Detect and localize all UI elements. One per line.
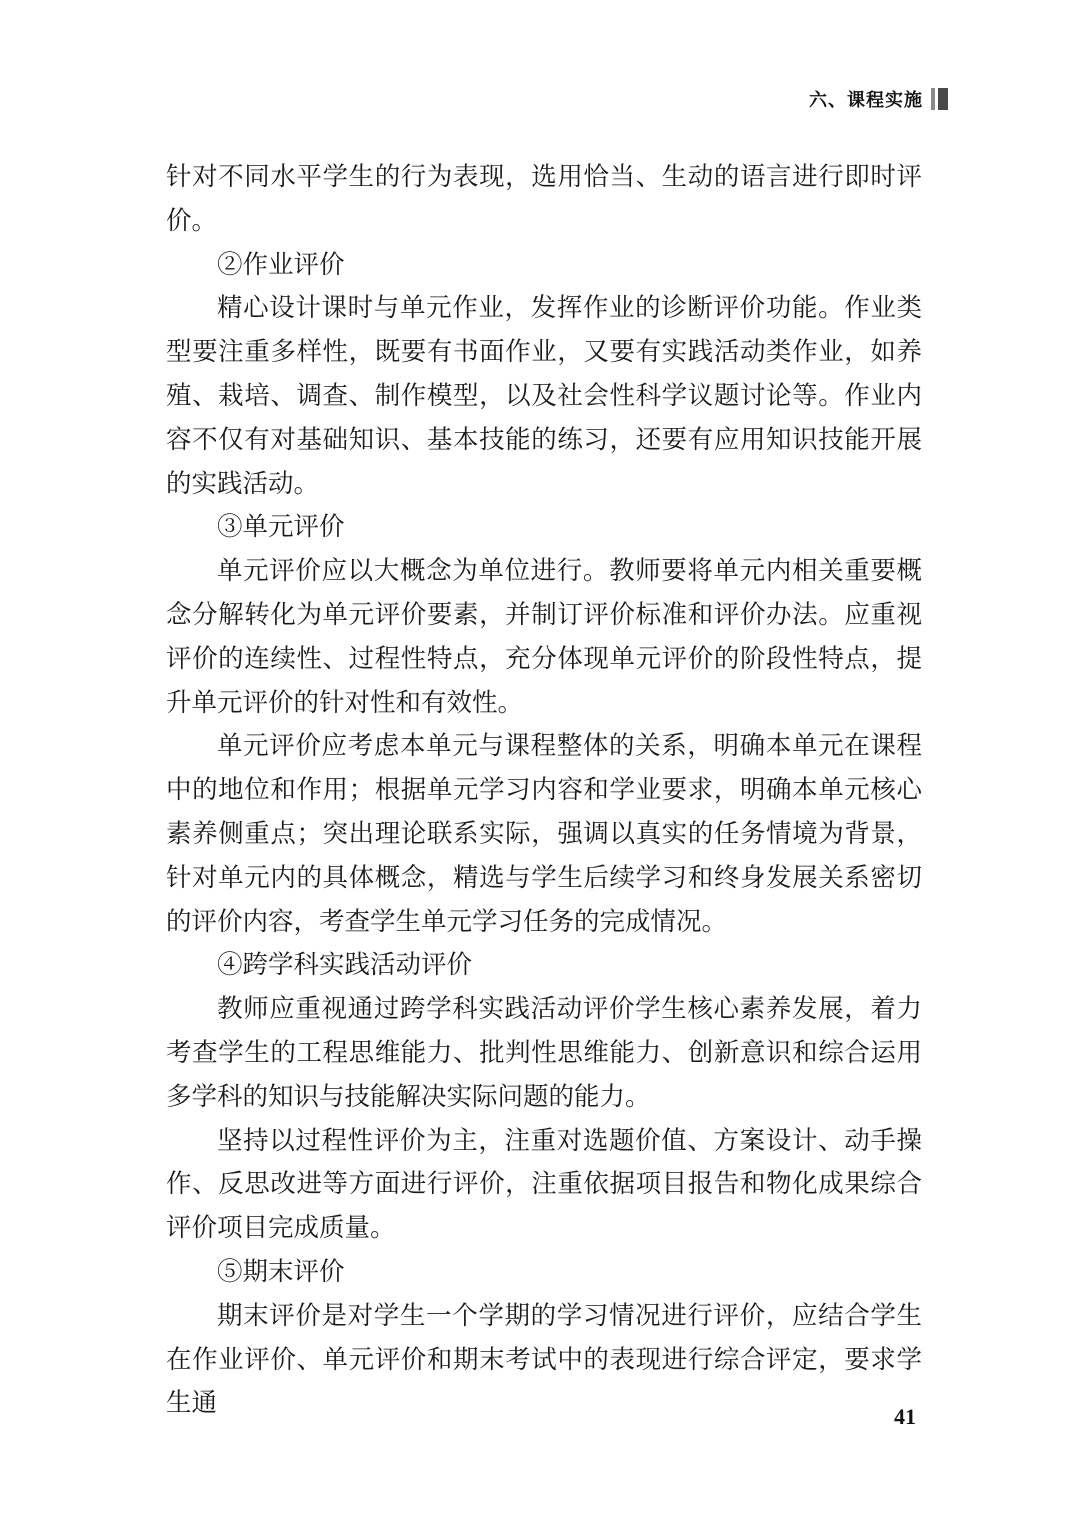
running-header — [809, 86, 948, 112]
section-heading-final: ⑤期末评价 — [217, 1256, 345, 1287]
paragraph-interdisciplinary-1: 教师应重视通过跨学科实践活动评价学生核心素养发展，着力考查学生的工程思维能力、批判性思维能力、创新意识和综合运用多学科的知识与技能解决实际问题的能力。 — [166, 994, 922, 1112]
marker-bar-light — [931, 88, 935, 110]
chapter-title: 六、课程实施 — [809, 90, 923, 111]
paragraph-unit-1: 单元评价应以大概念为单位进行。教师要将单元内相关重要概念分解转化为单元评价要素，并制订评价标准和评价办法。应重视评价的连续性、过程性特点，充分体现单元评价的阶段性特点，提升单元评价的针对性和有效性。 — [166, 556, 922, 718]
section-heading-homework: ②作业评价 — [217, 249, 345, 280]
page-number: 41 — [894, 1404, 916, 1429]
marker-bar-dark — [938, 88, 948, 110]
section-heading-interdisciplinary: ④跨学科实践活动评价 — [217, 950, 473, 981]
paragraph-final: 期末评价是对学生一个学期的学习情况进行评价，应结合学生在作业评价、单元评价和期末考试中的表现进行综合评定，要求学生通 — [166, 1300, 922, 1419]
paragraph-interdisciplinary-2: 坚持以过程性评价为主，注重对选题价值、方案设计、动手操作、反思改进等方面进行评价，注重依据项目报告和物化成果综合评价项目完成质量。 — [166, 1125, 922, 1244]
section-heading-unit: ③单元评价 — [217, 512, 345, 543]
chapter-marker-icon — [931, 88, 948, 110]
page-body — [166, 156, 922, 1426]
paragraph-homework: 精心设计课时与单元作业，发挥作业的诊断评价功能。作业类型要注重多样性，既要有书面作业，又要有实践活动类作业，如养殖、栽培、调查、制作模型，以及社会性科学议题讨论等。作业内容不仅有对基础知识、基本技能的练习，还要有应用知识技能开展的实践活动。 — [166, 293, 922, 499]
paragraph-continued: 针对不同水平学生的行为表现，选用恰当、生动的语言进行即时评价。 — [166, 162, 922, 236]
paragraph-unit-2: 单元评价应考虑本单元与课程整体的关系，明确本单元在课程中的地位和作用；根据单元学习内容和学业要求，明确本单元核心素养侧重点；突出理论联系实际，强调以真实的任务情境为背景，针对单元内的具体概念，精选与学生后续学习和终身发展关系密切的评价内容，考查学生单元学习任务的完成情况。 — [166, 731, 922, 937]
